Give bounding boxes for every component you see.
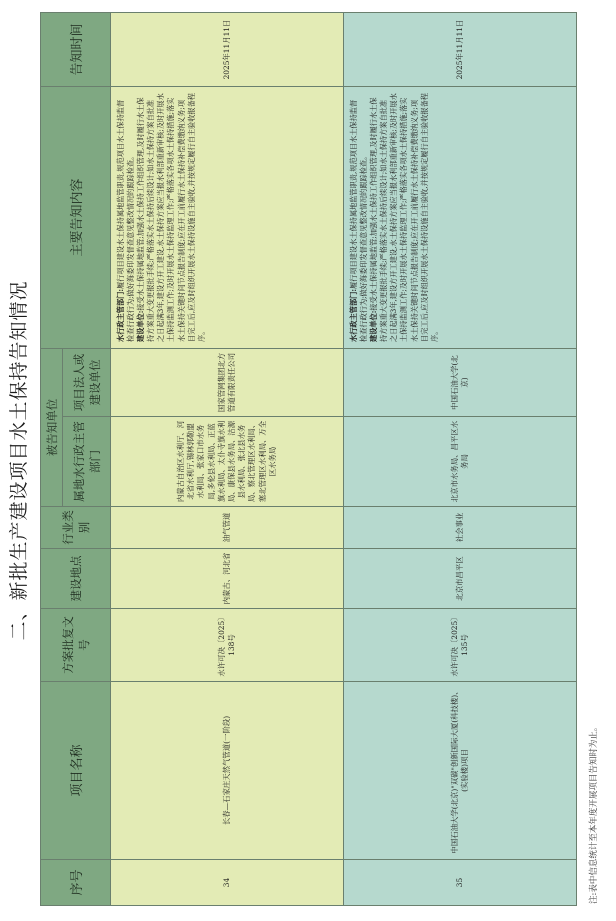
- row-water-dept: 内蒙古自治区水利厅、河北省水利厅,锡林郭勒盟水利局、张家口市水务局,多伦县水利局、正蓝旗水利局、太仆寺旗水利局、康保县水务局、沽源县水利局、张北县水务局、察北管理区水利局、塞北管理区水利局、万全区水务局: [111, 417, 344, 507]
- row-location: 内蒙古、河北省: [111, 549, 344, 609]
- row-content: [111, 87, 344, 349]
- row-legal-unit: 国家管网集团北方管道有限责任公司: [111, 349, 344, 417]
- row-location: 北京市昌平区: [344, 549, 577, 609]
- header-location: 建设地点: [41, 549, 111, 609]
- table-row: [111, 13, 344, 906]
- row-seq: 34: [111, 860, 344, 906]
- header-content: 主要告知内容: [41, 87, 111, 349]
- row-content: [344, 87, 577, 349]
- row-name: 中国石油大学(北京)"双碳"创新国际大厦(科技楼)、(实验楼)项目: [344, 682, 577, 860]
- content-label-dept: 水行政主管部门:: [116, 289, 125, 342]
- row-name: 长春—石家庄天然气管道(一阶段): [111, 682, 344, 860]
- header-legal-unit: 项目法人或建设单位: [63, 349, 111, 417]
- header-seq: 序号: [41, 860, 111, 906]
- table-row: [344, 13, 577, 906]
- content-label-dept: 水行政主管部门:: [349, 289, 358, 342]
- header-water-dept: 属地水行政主管部门: [63, 417, 111, 507]
- header-time: 告知时间: [41, 13, 111, 87]
- content-text-unit: 接受水土保持属地监管;加强水土保持工作组织管理,及时履行水土保持方案重大变更报批手续;严格落实水土保持后续设计;如水土保持方案自批准之日起满3年,建设方开工建设,水土保持方案应当报水利部重新审核;及时开展水土保持监测工作;及时开展水土保持监理工作;严格落实各项水土保持措施;落实水土保持关键时间节点报告制度;应在开工前履行水土保持补偿费缴纳义务;项目完工后,应及时组织开展水土保持设施自主验收,并按规定履行自主验收报备程序。: [369, 93, 439, 342]
- row-legal-unit: 中国石油大学(北京): [344, 349, 577, 417]
- row-approval: 水许可决〔2025〕138号: [111, 609, 344, 682]
- header-notified: 被告知单位: [41, 349, 63, 507]
- header-name: 项目名称: [41, 682, 111, 860]
- row-industry: 社会事业: [344, 507, 577, 549]
- header-industry: 行业类别: [41, 507, 111, 549]
- row-water-dept: 北京市水务局、昌平区水务局: [344, 417, 577, 507]
- content-label-unit: 建设单位:: [369, 310, 379, 342]
- row-industry: 油气管道: [111, 507, 344, 549]
- content-text-unit: 接受水土保持属地监管;加强水土保持工作组织管理,及时履行水土保持方案重大变更报批手续;严格落实水土保持后续设计;如水土保持方案自批准之日起满3年,建设方开工建设,水土保持方案应当报水利部重新审核;及时开展水土保持监测工作;及时开展水土保持监理工作;严格落实各项水土保持措施;落实水土保持关键时间节点报告制度;应在开工前履行水土保持补偿费缴纳义务;项目完工后,应及时组织开展水土保持设施自主验收,并按规定履行自主验收报备程序。: [136, 93, 206, 342]
- content-text-dept: 履行项目建设水土保持属地监管职责,规范项目水土保持监督检查行政行为;做好海委印发督查意见整改情况的跟踪检查。: [116, 99, 136, 342]
- row-approval: 水许可决〔2025〕135号: [344, 609, 577, 682]
- notification-table: [40, 12, 577, 906]
- footnote: 注:表中信息统计至本年度开展项目告知时为止。: [589, 722, 599, 904]
- content-text-dept: 履行项目建设水土保持属地监管职责,规范项目水土保持监督检查行政行为;做好海委印发督查意见整改情况的跟踪检查。: [349, 99, 369, 342]
- row-seq: 35: [344, 860, 577, 906]
- page-title: 二、新批生产建设项目水土保持告知情况: [8, 280, 30, 641]
- header-approval: 方案批复文号: [41, 609, 111, 682]
- content-label-unit: 建设单位:: [136, 310, 146, 342]
- row-time: 2025年11月11日: [344, 13, 577, 87]
- row-time: 2025年11月11日: [111, 13, 344, 87]
